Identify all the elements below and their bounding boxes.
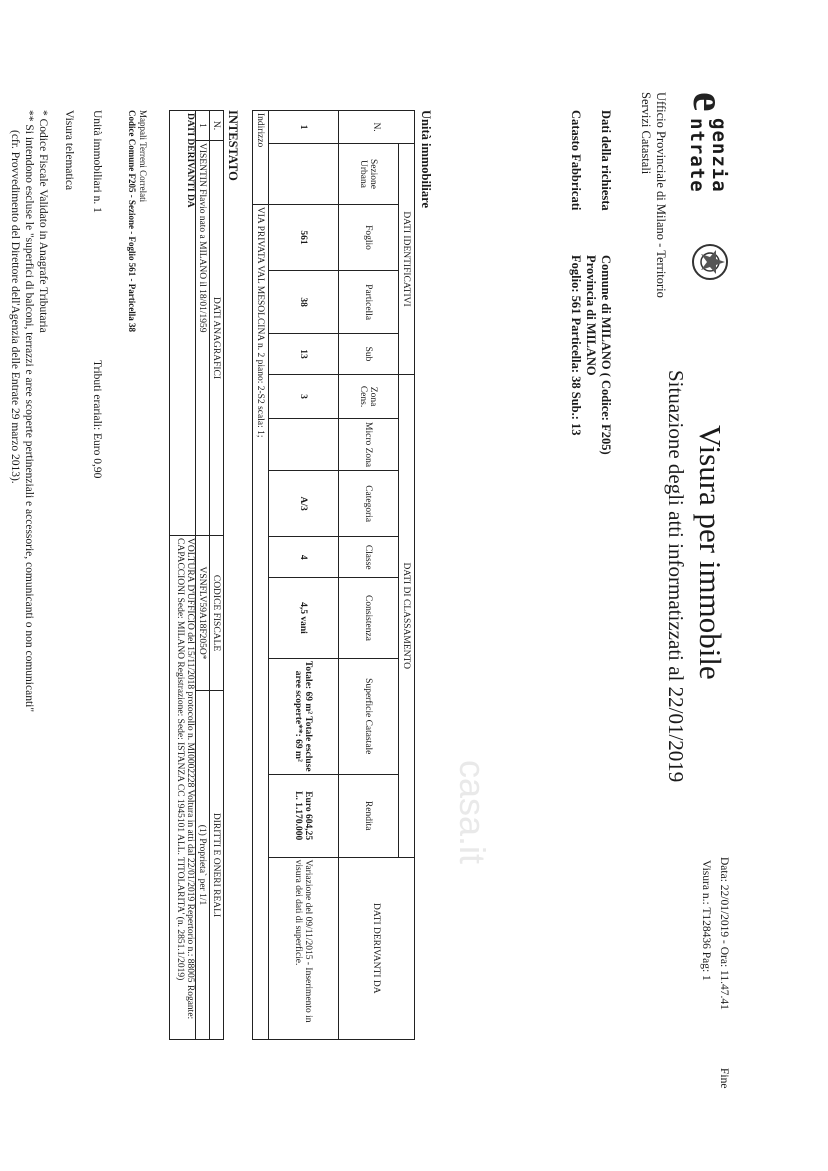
mappali-title: Mappali Terreni Correlati — [138, 110, 148, 203]
address-value: VIA PRIVATA VAL MESOLCINA n. 2 piano: 2-S2 scala: 1; — [253, 204, 269, 1039]
cell-foglio: 561 — [269, 204, 339, 270]
col-n-header: N. — [339, 111, 415, 144]
date-line: Data: 22/01/2019 - Ora: 11.47.41 — [718, 857, 730, 1010]
rendita-euro: Euro 604,25 — [303, 791, 314, 841]
page-title: Visura per immobile — [693, 425, 728, 680]
office-line: Servizi Catastali — [639, 92, 653, 175]
holder-table — [169, 110, 224, 1040]
holder-anagrafici: VISENTIN Flavio nato a MILANO il 18/01/1959 — [196, 141, 210, 536]
group-derivanti: DATI DERIVANTI DA — [339, 857, 415, 1039]
mappali-detail: Codice Comune F205 - Sezione - Foglio 561 - Particella 38 — [127, 110, 137, 332]
logo-letter: e — [684, 92, 733, 112]
cell-sub: 13 — [269, 334, 339, 375]
col-particella: Particella — [339, 271, 399, 334]
holder-col-n: N. — [210, 111, 224, 141]
table-row — [196, 111, 210, 1040]
holder-col-anagrafici: DATI ANAGRAFICI — [210, 141, 224, 536]
cell-particella: 38 — [269, 271, 339, 334]
page-subtitle: Situazione degli atti informatizzati al 22/01/2019 — [664, 370, 688, 783]
col-sub: Sub — [339, 334, 399, 375]
emblem-icon — [690, 242, 730, 282]
cell-rendita — [269, 774, 339, 857]
holder-col-diritti: DIRITTI E ONERI REALI — [210, 691, 224, 1040]
table-row — [269, 111, 339, 1040]
holder-derive-text: VOLTURA D'UFFICIO del 15/11/2018 protocollo n. MI0002228 Voltura in atti dal 22/01/2019 Repertorio n.: 88005 Rogante: CAPACCIONI Sede: MILANO Registrazione: Sede: ISTANZA CC 1945101 ALL. TITOLARITA' (n. 2851.1/2019) — [170, 536, 196, 1040]
visura-type: Visura telematica — [63, 110, 75, 191]
col-sezione: Sezione Urbana — [339, 144, 399, 205]
cell-sezione — [269, 144, 339, 205]
holder-cf: VSNFLV59A18F205O* — [196, 536, 210, 691]
col-consistenza: Consistenza — [339, 578, 399, 659]
holder-n: 1 — [196, 111, 210, 141]
units-count: Unità immobiliari n. 1 — [91, 110, 103, 213]
col-micro: Micro Zona — [339, 419, 399, 471]
col-foglio: Foglio — [339, 204, 399, 270]
request-line: Provincia di MILANO — [584, 255, 598, 376]
cell-categoria: A/3 — [269, 471, 339, 537]
note-2: ** Si intendono escluse le "superfici di balconi, terrazzi e aree scoperte pertinenziali e accessorie, comunicanti o non comunicanti" — [23, 110, 35, 713]
units-table — [252, 110, 415, 1040]
group-classamento: DATI DI CLASSAMENTO — [399, 374, 415, 857]
cell-derive: Variazione del 09/11/2015 - Inserimento in visura dei dati di superficie. — [269, 857, 339, 1039]
col-categoria: Categoria — [339, 471, 399, 537]
office-line: Ufficio Provinciale di Milano - Territorio — [654, 92, 668, 298]
logo-line1: genzia — [708, 118, 730, 193]
office-info — [638, 92, 668, 298]
cell-consistenza: 4,5 vani — [269, 578, 339, 659]
catasto-value: Foglio: 561 Particella: 38 Sub.: 13 — [569, 255, 583, 436]
logo-line2: ntrate — [686, 118, 708, 193]
group-identificativi: DATI IDENTIFICATIVI — [399, 144, 415, 375]
col-zona: Zona Cens. — [339, 374, 399, 418]
cell-classe: 4 — [269, 537, 339, 578]
visura-number: Visura n.: T128436 Pag: 1 — [700, 860, 712, 981]
catasto-label: Catasto Fabbricati — [569, 110, 583, 211]
col-classe: Classe — [339, 537, 399, 578]
holder-derive-label — [170, 111, 196, 536]
request-values — [583, 255, 613, 455]
mappali-block — [126, 110, 148, 332]
cell-superficie: Totale: 69 m² Totale escluse aree scoperte**: 69 m² — [269, 658, 339, 774]
cell-zona: 3 — [269, 374, 339, 418]
watermark: casa.it — [452, 760, 493, 865]
request-label: Dati della richiesta — [599, 110, 613, 211]
note-1: * Codice Fiscale Validato in Anagrafe Tributaria — [37, 110, 49, 333]
units-label: Unità immobiliare — [419, 110, 433, 209]
holder-diritti: (1) Proprieta` per 1/1 — [196, 691, 210, 1040]
agenzia-entrate-logo — [668, 92, 736, 292]
cell-n: 1 — [269, 111, 339, 144]
rendita-lire: L. 1.170.000 — [293, 791, 304, 841]
col-superficie: Superficie Catastale — [339, 658, 399, 774]
cell-micro — [269, 419, 339, 471]
tributi: Tributi erariali: Euro 0,90 — [91, 360, 103, 479]
col-rendita: Rendita — [339, 774, 399, 857]
holder-label: INTESTATO — [226, 110, 240, 181]
request-line: Comune di MILANO ( Codice: F205) — [599, 255, 613, 455]
note-3: (cfr. Provvedimento del Direttore dell'Agenzia delle Entrate 29 marzo 2013). — [9, 130, 21, 484]
address-label: Indirizzo — [253, 111, 269, 205]
end-label: Fine — [718, 1068, 730, 1089]
holder-derive-label-text: DATI DERIVANTI DA — [185, 113, 195, 208]
holder-col-cf: CODICE FISCALE — [210, 536, 224, 691]
